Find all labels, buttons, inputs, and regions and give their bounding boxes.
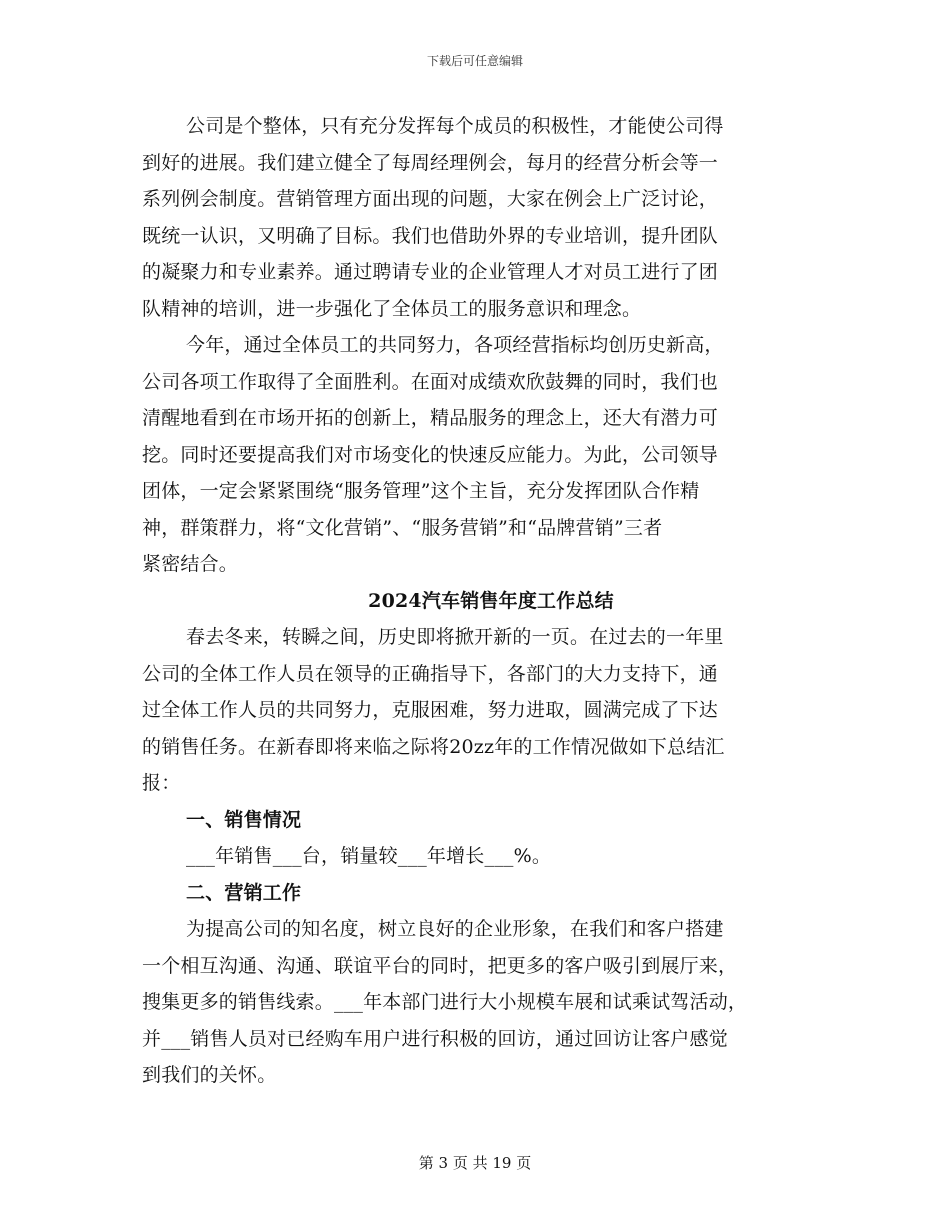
paragraph-this-year — [142, 327, 822, 583]
paragraph-line: 到好的进展。我们建立健全了每周经理例会，每月的经营分析会等一 — [142, 151, 719, 174]
paragraph-line: 既统一认识，又明确了目标。我们也借助外界的专业培训，提升团队 — [142, 224, 719, 247]
page-number-footer: 第 3 页 共 19 页 — [418, 1154, 532, 1172]
sales-figures-line: ___年销售___台，销量较___年增长___%。 — [186, 845, 552, 867]
paragraph-line: 并___销售人员对已经购车用户进行积极的回访，通过回访让客户感觉 — [142, 1027, 728, 1050]
paragraph-line: 的凝聚力和专业素养。通过聘请专业的企业管理人才对员工进行了团 — [142, 261, 719, 283]
paragraph-line: 公司是个整体，只有充分发挥每个成员的积极性，才能使公司得 — [186, 115, 724, 137]
paragraph-intro — [142, 619, 822, 802]
paragraph-line: 搜集更多的销售线索。___年本部门进行大小规模车展和试乘试驾活动， — [142, 991, 748, 1013]
paragraph-line: 系列例会制度。营销管理方面出现的问题，大家在例会上广泛讨论， — [142, 188, 719, 210]
paragraph-line: 紧密结合。 — [142, 553, 239, 575]
paragraph-line: 的销售任务。在新春即将来临之际将20zz年的工作情况做如下总结汇 — [142, 735, 725, 758]
paragraph-line: 一个相互沟通、沟通、联谊平台的同时，把更多的客户吸引到展厅来， — [142, 954, 738, 977]
paragraph-line: 挖。同时还要提高我们对市场变化的快速反应能力。为此，公司领导 — [142, 443, 719, 466]
paragraph-line: 公司各项工作取得了全面胜利。在面对成绩欢欣鼓舞的同时，我们也 — [142, 370, 719, 393]
paragraph-line: 清醒地看到在市场开拓的创新上，精品服务的理念上，还大有潜力可 — [142, 407, 719, 429]
paragraph-line: 过全体工作人员的共同努力，克服困难，努力进取，圆满完成了下达 — [142, 699, 719, 721]
paragraph-line: 公司的全体工作人员在领导的正确指导下，各部门的大力支持下，通 — [142, 662, 719, 685]
paragraph-teamwork — [142, 108, 822, 327]
paragraph-line: 春去冬来，转瞬之间，历史即将掀开新的一页。在过去的一年里 — [186, 626, 724, 648]
document-title: 2024汽车销售年度工作总结 — [368, 589, 614, 612]
paragraph-marketing — [142, 911, 822, 1094]
paragraph-line: 到我们的关怀。 — [142, 1064, 277, 1086]
section-heading-sales: 一、销售情况 — [186, 808, 302, 831]
document-body — [142, 108, 822, 1094]
paragraph-line: 报： — [142, 772, 181, 794]
page-header: 下载后可任意编辑 — [426, 54, 523, 68]
paragraph-line: 今年，通过全体员工的共同努力，各项经营指标均创历史新高， — [186, 334, 724, 356]
paragraph-line: 团体，一定会紧紧围绕“服务管理”这个主旨，充分发挥团队合作精 — [142, 480, 700, 502]
section-heading-marketing: 二、营销工作 — [186, 881, 302, 904]
paragraph-line: 为提高公司的知名度，树立良好的企业形象，在我们和客户搭建 — [186, 918, 724, 940]
paragraph-line: 队精神的培训，进一步强化了全体员工的服务意识和理念。 — [142, 297, 642, 320]
paragraph-line: 神，群策群力，将“文化营销”、“服务营销”和“品牌营销”三者 — [142, 516, 663, 539]
